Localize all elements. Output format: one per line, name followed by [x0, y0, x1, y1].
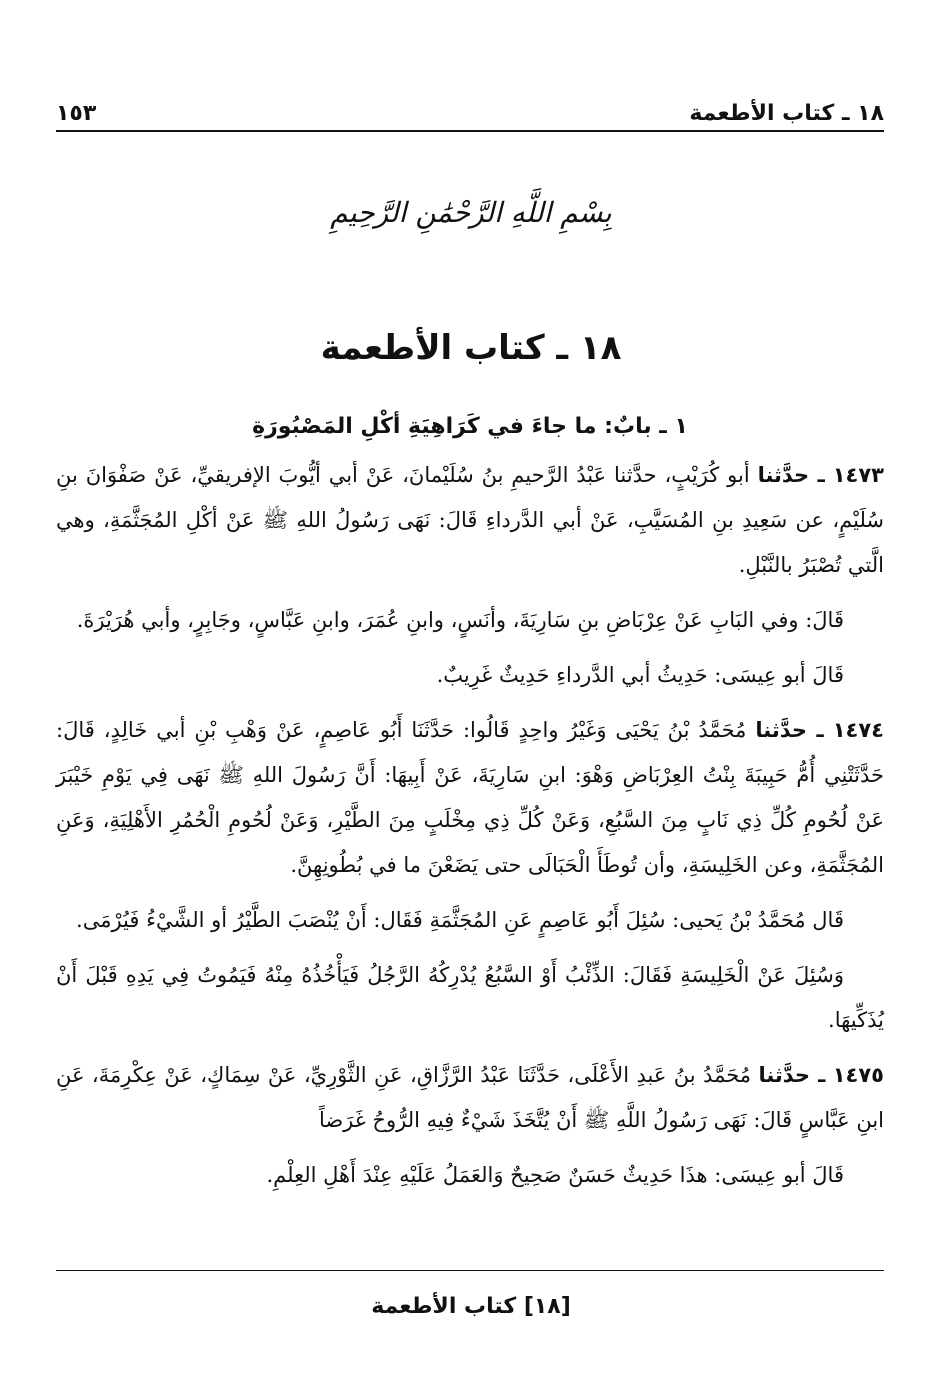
hadith-1475-grading: قَالَ أبو عِيسَى: هذَا حَدِيثٌ حَسَنٌ صَحِيحٌ وَالعَمَلُ عَلَيْهِ عِنْدَ أَهْلِ العِلْمِ. — [266, 1163, 844, 1187]
page-number: ١٥٣ — [56, 101, 97, 126]
header-rule — [56, 130, 884, 132]
running-head-chapter: ١٨ ـ كتاب الأطعمة — [689, 101, 884, 126]
hadith-1473 — [56, 453, 884, 588]
hadith-1474-comment: قَال مُحَمَّدُ بْنُ يَحيى: سُئِلَ أَبُو عَاصِمٍ عَنِ المُجَثَّمَةِ فَقَال: أَنْ يُنْصَبَ الطَّيْرُ أو الشَّيْءُ فَيُرْمَى. — [76, 908, 844, 932]
bab-title: ١ ـ بابٌ: ما جاءَ في كَرَاهِيَةِ أكْلِ المَصْبُورَةِ — [252, 414, 688, 439]
hadith-text: مُحَمَّدُ بْنُ يَحْيَى وَغَيْرُ واحِدٍ قَالُوا: حَدَّثَنَا أَبُو عَاصِمٍ، عَنْ وَهْبِ بْنِ أبي خَالِدٍ، قَالَ: حَدَّثَتْنِي أُمُّ حَبِيبَةَ بِنْتُ العِرْبَاضِ وَهْوَ: ابنِ سَارِيَةَ، عَنْ أَبِيهَا: أَنَّ رَسُولَ اللهِ ﷺ نَهَى فِي يَوْمِ خَيْبَرَ عَنْ لُحُومِ كُلِّ ذِي نَابٍ مِنَ السَّبُعِ، وَعَنْ كُلِّ ذِي مِخْلَبٍ مِنَ الطَّيْرِ، وَعَنْ لُحُومِ الْحُمُرِ الأَهْلِيَةِ، وَعَنِ المُجَثَّمَةِ، وعن الخَلِيسَةِ، وأن تُوطَأَ الْحَبَالَى حتى يَضَعْنَ ما في بُطُونِهِنَّ. — [56, 718, 884, 877]
footer-title: [١٨] كتاب الأطعمة — [371, 1294, 571, 1319]
body-text — [56, 404, 884, 1208]
hadith-number: ١٤٧٥ — [832, 1063, 884, 1087]
hadith-1474-comment-2: وَسُئِلَ عَنْ الْخَلِيسَةِ فَقَالَ: الذِّئْبُ أَوْ السَّبُعُ يُدْرِكُهُ الرَّجُلُ فَيَأْخُذُهُ مِنْهُ فَيَمُوتُ فِي يَدِهِ قَبْلَ أَنْ يُذَكِّيهَا. — [56, 963, 884, 1032]
hadith-number: ١٤٧٣ — [832, 463, 885, 487]
hadith-number: ١٤٧٤ — [832, 718, 884, 742]
hadith-1473-comment: قَالَ: وفي البَابِ عَنْ عِرْبَاضِ بنِ سَارِيَةَ، وأنَسٍ، وابنِ عُمَرَ، وابنِ عَبَّاسٍ، وجَابِرٍ، وأبي هُرَيْرَةَ. — [76, 608, 844, 632]
hadith-1473-grading: قَالَ أبو عِيسَى: حَدِيثُ أبي الدَّرداءِ حَدِيثٌ غَرِيبٌ. — [436, 663, 844, 687]
hadith-1475 — [56, 1053, 884, 1143]
haddathana-label: ـ حدَّثنا — [755, 718, 824, 742]
haddathana-label: ـ حدَّثنا — [758, 1063, 826, 1087]
basmala: بِسْمِ اللَّهِ الرَّحْمَٰنِ الرَّحِيمِ — [330, 196, 612, 229]
haddathana-label: ـ حدَّثنا — [757, 463, 825, 487]
hadith-1474 — [56, 708, 884, 888]
footer-rule — [56, 1270, 884, 1271]
hadith-text: أبو كُرَيْبٍ، حدَّثنا عَبْدُ الرَّحيمِ بنُ سُلَيْمانَ، عَنْ أبي أيُّوبَ الإفريقيِّ، عَنْ صَفْوَانَ بنِ سُلَيْمٍ، عن سَعِيدِ بنِ المُسَيَّبِ، عَنْ أبي الدَّرداءِ قَالَ: نَهَى رَسُولُ اللهِ ﷺ عَنْ أكْلِ المُجَثَّمَةِ، وهي الَّتي تُصْبَرُ بالنَّبْلِ. — [56, 463, 884, 577]
hadith-text: مُحَمَّدُ بنُ عَبدِ الأَعْلَى، حَدَّثَنَا عَبْدُ الرَّزَّاقِ، عَنِ الثَّوْرِيِّ، عَنْ سِمَاكٍ، عَنْ عِكْرِمَةَ، عَنِ ابنِ عَبَّاسٍ قَالَ: نَهَى رَسُولُ اللَّهِ ﷺ أَنْ يُتَّخَذَ شَيْءٌ فِيهِ الرُّوحُ غَرَضاً — [56, 1063, 884, 1132]
chapter-title: ١٨ ـ كتاب الأطعمة — [320, 328, 622, 368]
running-head — [56, 82, 884, 126]
